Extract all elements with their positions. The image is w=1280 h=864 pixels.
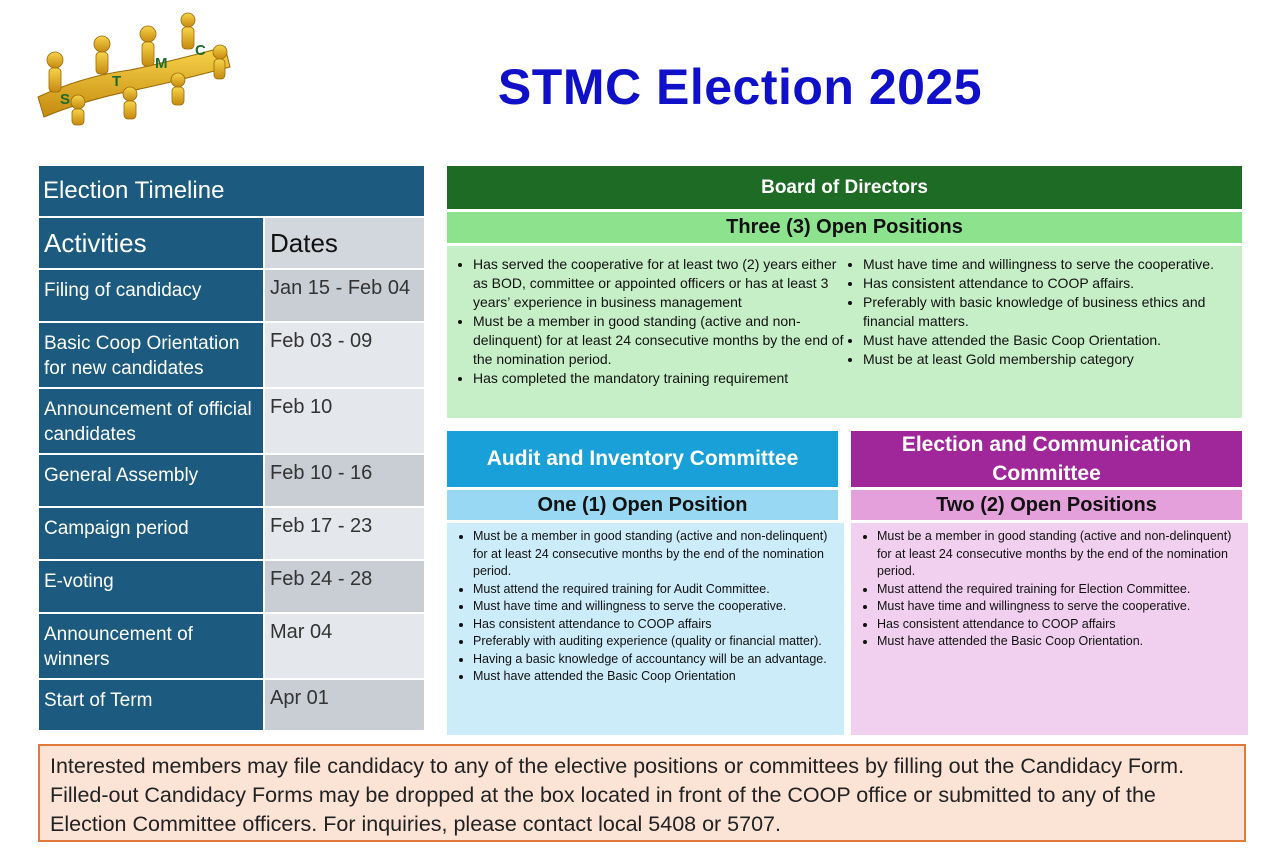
- election-criteria-list: [851, 528, 1242, 651]
- board-criteria-list-left: [447, 255, 847, 388]
- activity-cell: Announcement of official candidates: [38, 388, 264, 454]
- criteria-item: • Must have time and willingness to serve the cooperative.: [863, 255, 1242, 274]
- activity-cell: Basic Coop Orientation for new candidates: [38, 322, 264, 388]
- criteria-item: • Must be a member in good standing (active and non-delinquent) for at least 24 consecutive months by the end of the nomination period.: [473, 528, 838, 581]
- board-open-positions: Three (3) Open Positions: [447, 212, 1242, 243]
- svg-text:C: C: [195, 42, 206, 59]
- timeline-row: [38, 679, 425, 731]
- criteria-item: • Must be a member in good standing (active and non-delinquent) for at least 24 consecutive months by the end of the nomination period.: [877, 528, 1242, 581]
- board-criteria-list-right: [837, 255, 1242, 369]
- criteria-item: • Must attend the required training for Election Committee.: [877, 581, 1242, 599]
- audit-criteria: [447, 523, 844, 735]
- criteria-item: • Preferably with basic knowledge of business ethics and financial matters.: [863, 293, 1242, 331]
- criteria-item: • Must attend the required training for Audit Committee.: [473, 581, 838, 599]
- date-cell: Feb 03 - 09: [264, 322, 425, 388]
- criteria-item: • Has consistent attendance to COOP affairs: [473, 616, 838, 634]
- date-cell: Feb 10 - 16: [264, 454, 425, 507]
- timeline-row: [38, 322, 425, 388]
- dates-column-header: Dates: [264, 217, 425, 269]
- activity-cell: Announcement of winners: [38, 613, 264, 679]
- criteria-item: • Has consistent attendance to COOP affairs.: [863, 274, 1242, 293]
- timeline-row: [38, 388, 425, 454]
- activities-column-header: Activities: [38, 217, 264, 269]
- date-cell: Feb 17 - 23: [264, 507, 425, 560]
- timeline-row: [38, 507, 425, 560]
- timeline-row: [38, 454, 425, 507]
- candidacy-note: Interested members may file candidacy to any of the elective positions or committees by filling out the Candidacy Form. Filled-out Candidacy Forms may be dropped at the box located in front of the COOP office or submitted to any of the Election Committee officers. For inquiries, please contact local 5408 or 5707.: [38, 744, 1246, 842]
- activity-cell: E-voting: [38, 560, 264, 613]
- timeline-row: [38, 269, 425, 322]
- criteria-item: • Must have attended the Basic Coop Orientation.: [863, 331, 1242, 350]
- criteria-item: • Must have time and willingness to serve the cooperative.: [473, 598, 838, 616]
- criteria-item: • Has consistent attendance to COOP affairs: [877, 616, 1242, 634]
- date-cell: Jan 15 - Feb 04: [264, 269, 425, 322]
- svg-text:S: S: [60, 91, 71, 108]
- board-criteria: [447, 246, 1242, 418]
- criteria-item: • Has completed the mandatory training requirement: [473, 369, 847, 388]
- svg-text:T: T: [112, 73, 122, 90]
- criteria-item: • Must be a member in good standing (active and non-delinquent) for at least 24 consecutive months by the end of the nomination period.: [473, 312, 847, 369]
- timeline-title: Election Timeline: [38, 165, 425, 217]
- criteria-item: • Must have attended the Basic Coop Orientation.: [877, 633, 1242, 651]
- criteria-item: • Preferably with auditing experience (quality or financial matter).: [473, 633, 838, 651]
- audit-open-positions: One (1) Open Position: [447, 490, 838, 520]
- audit-committee-header: Audit and Inventory Committee: [447, 431, 838, 487]
- criteria-item: • Must be at least Gold membership category: [863, 350, 1242, 369]
- timeline-row: [38, 613, 425, 679]
- criteria-item: • Must have attended the Basic Coop Orientation: [473, 668, 838, 686]
- date-cell: Mar 04: [264, 613, 425, 679]
- criteria-item: • Has served the cooperative for at least two (2) years either as BOD, committee or appointed officers or has at least 3 years’ experience in business management: [473, 255, 847, 312]
- activity-cell: General Assembly: [38, 454, 264, 507]
- stmc-logo: [30, 12, 240, 127]
- audit-criteria-list: [447, 528, 838, 686]
- criteria-item: • Having a basic knowledge of accountancy will be an advantage.: [473, 651, 838, 669]
- date-cell: Feb 24 - 28: [264, 560, 425, 613]
- criteria-item: • Must have time and willingness to serve the cooperative.: [877, 598, 1242, 616]
- election-criteria: [851, 523, 1248, 735]
- election-timeline-table: [37, 164, 426, 732]
- date-cell: Feb 10: [264, 388, 425, 454]
- board-of-directors-header: Board of Directors: [447, 166, 1242, 209]
- svg-text:M: M: [155, 55, 168, 72]
- date-cell: Apr 01: [264, 679, 425, 731]
- activity-cell: Filing of candidacy: [38, 269, 264, 322]
- activity-cell: Campaign period: [38, 507, 264, 560]
- timeline-row: [38, 560, 425, 613]
- election-open-positions: Two (2) Open Positions: [851, 490, 1242, 520]
- election-committee-header: Election and Communication Committee: [851, 431, 1242, 487]
- page-title: STMC Election 2025: [497, 59, 983, 115]
- activity-cell: Start of Term: [38, 679, 264, 731]
